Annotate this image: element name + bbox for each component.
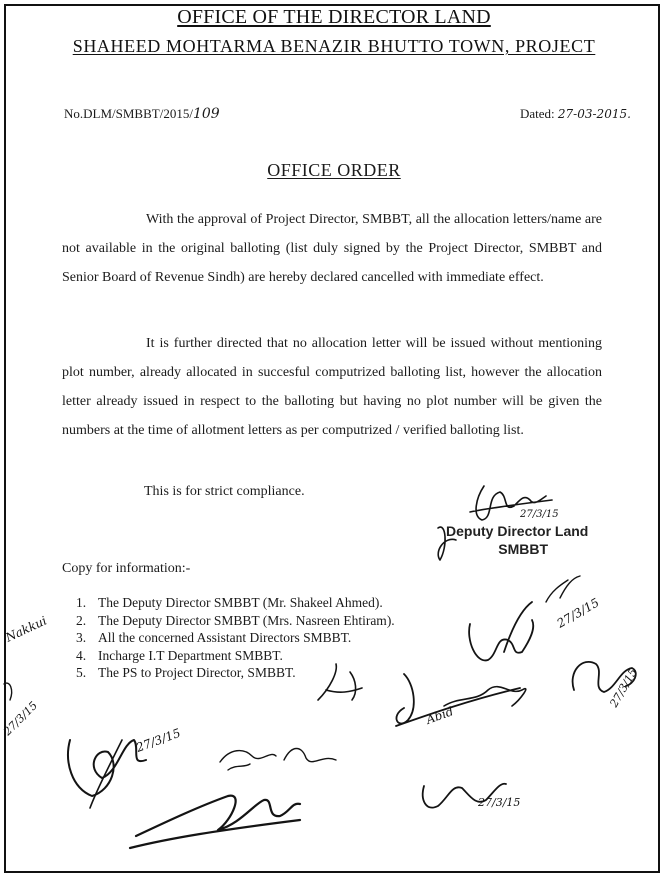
copy-list xyxy=(76,594,395,682)
document-title: OFFICE ORDER xyxy=(267,160,401,180)
paragraph-1: With the approval of Project Director, SMBBT, all the allocation letters/name are not available in the original balloting (list duly signed by the Project Director, SMBBT and Senior Board of Revenue Sindh) are hereby declared cancelled with immediate effect. xyxy=(62,212,602,285)
list-item: 4. Incharge I.T Department SMBBT. xyxy=(76,647,283,663)
project-header: SHAHEED MOHTARMA BENAZIR BHUTTO TOWN, PROJECT xyxy=(72,36,596,56)
svg-text:Nakkui: Nakkui xyxy=(3,613,49,645)
office-header: OFFICE OF THE DIRECTOR LAND xyxy=(177,6,491,28)
list-item: 2. The Deputy Director SMBBT (Mrs. Nasreen Ehtiram). xyxy=(76,612,395,628)
list-item: 3. All the concerned Assistant Directors SMBBT. xyxy=(76,630,352,645)
date-line xyxy=(520,106,631,122)
svg-text:27/3/15: 27/3/15 xyxy=(0,698,41,739)
compliance-note: This is for strict compliance. xyxy=(144,484,305,499)
reference-number xyxy=(64,106,220,122)
signatory-organisation: SMBBT xyxy=(498,541,549,557)
reference-prefix: No.DLM/SMBBT/2015/ xyxy=(64,106,193,121)
signatory-block xyxy=(446,523,588,557)
copy-heading: Copy for information:- xyxy=(62,561,191,576)
svg-text:27/3/15: 27/3/15 xyxy=(607,666,640,710)
signatory-designation: Deputy Director Land xyxy=(446,523,589,539)
date-value: 27-03-2015. xyxy=(557,107,631,121)
svg-text:27/3/15: 27/3/15 xyxy=(134,725,183,755)
svg-text:27/3/15: 27/3/15 xyxy=(554,595,602,631)
paragraph-2: It is further directed that no allocation letter will be issued without mentioning plot number, already allocated in succesful computrized balloting list, however the allocation letter already issued in respect to the balloting but having no plot number will be given the numbers at the time of allotment letters as per computrized / verified balloting list. xyxy=(62,336,602,438)
signatory-date: 27/3/15 xyxy=(520,509,559,520)
list-item: 5. The PS to Project Director, SMBBT. xyxy=(76,665,296,680)
svg-text:27/3/15: 27/3/15 xyxy=(478,796,521,809)
date-label: Dated: xyxy=(520,106,558,121)
list-item: 1. The Deputy Director SMBBT (Mr. Shakeel Ahmed). xyxy=(76,595,383,610)
reference-handwritten-number: 109 xyxy=(192,106,220,122)
svg-text:Abid: Abid xyxy=(424,704,456,727)
